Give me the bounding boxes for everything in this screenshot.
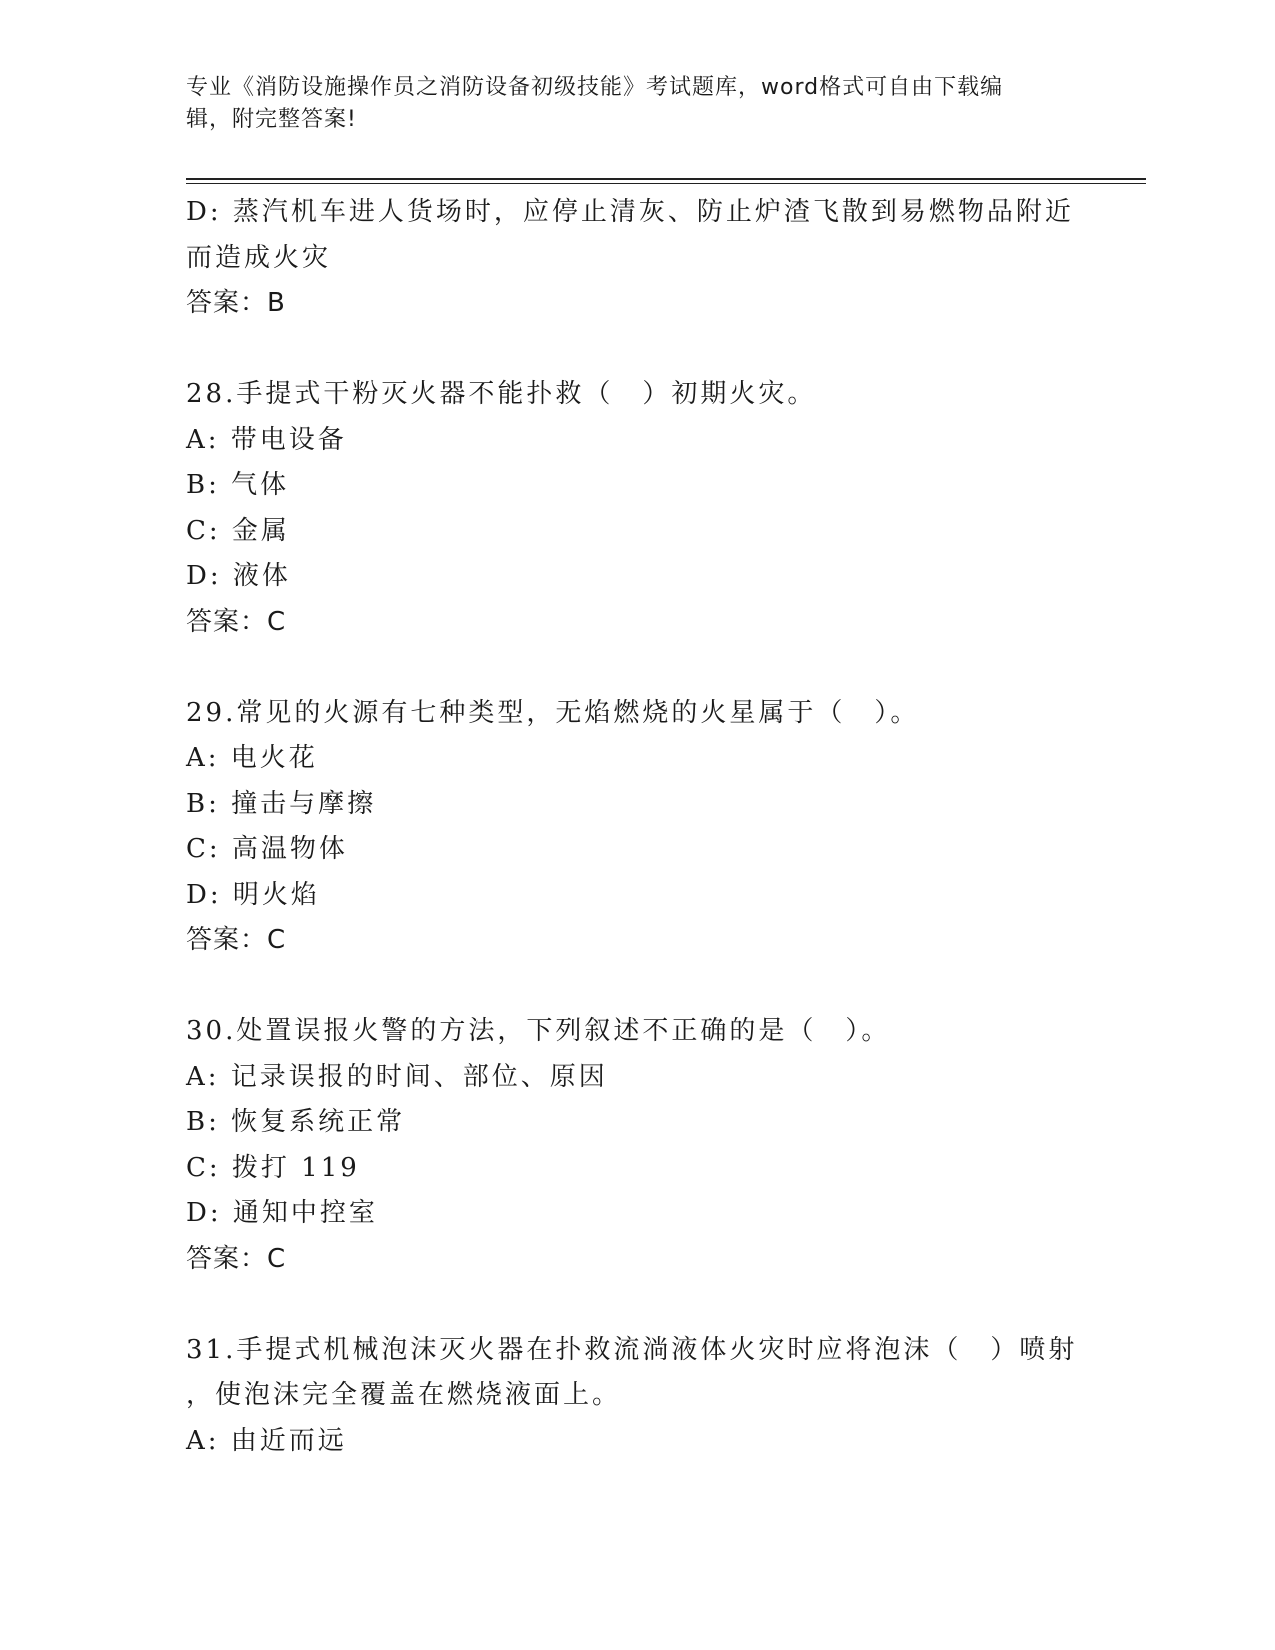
- question-28: [186, 372, 1066, 645]
- question-27-tail: [186, 190, 1074, 327]
- option-d-line-2: 而造成火灾: [186, 242, 332, 273]
- option-a: A: 电火花: [186, 743, 318, 773]
- option-d: D: 通知中控室: [186, 1198, 378, 1228]
- option-a: A: 记录误报的时间、部位、原因: [186, 1061, 608, 1092]
- header-divider-thick: [186, 178, 1146, 180]
- option-c: C: 拨打 119: [186, 1152, 360, 1183]
- header-line-1: 专业《消防设施操作员之消防设备初级技能》考试题库，word格式可自由下载编: [186, 75, 1004, 100]
- question-stem-line-1: 31.手提式机械泡沫灭火器在扑救流淌液体火灾时应将泡沫（ ）喷射: [186, 1334, 1078, 1365]
- answer: 答案：C: [186, 1243, 287, 1274]
- option-d: D: 明火焰: [186, 879, 320, 910]
- answer: 答案：C: [186, 606, 287, 637]
- header-divider-thin: [186, 183, 1146, 184]
- question-30: [186, 1009, 1066, 1282]
- option-b: B: 撞击与摩擦: [186, 788, 377, 819]
- option-a: A: 由近而远: [186, 1425, 347, 1456]
- option-b: B: 恢复系统正常: [186, 1107, 406, 1137]
- header-line-2: 辑，附完整答案!: [186, 107, 357, 132]
- question-stem: 29.常见的火源有七种类型，无焰燃烧的火星属于（ ）。: [186, 697, 920, 728]
- question-29: [186, 691, 1066, 964]
- option-b: B: 气体: [186, 470, 290, 500]
- spacer: [186, 964, 1066, 1010]
- option-c: C: 金属: [186, 515, 290, 546]
- question-content: [186, 190, 1078, 1464]
- option-a: A: 带电设备: [186, 424, 347, 455]
- question-stem-line-2: ，使泡沫完全覆盖在燃烧液面上。: [186, 1380, 622, 1410]
- document-header: [186, 72, 1066, 136]
- question-31: [186, 1328, 1078, 1465]
- spacer: [186, 327, 1066, 373]
- spacer: [186, 1282, 1066, 1328]
- option-d: D: 液体: [186, 561, 291, 591]
- option-c: C: 高温物体: [186, 834, 348, 864]
- answer-27: 答案：B: [186, 288, 286, 318]
- spacer: [186, 645, 1066, 691]
- answer: 答案：C: [186, 925, 287, 955]
- option-d-line-1: D: 蒸汽机车进人货场时，应停止清灰、防止炉渣飞散到易燃物品附近: [186, 197, 1074, 227]
- question-stem: 30.处置误报火警的方法，下列叙述不正确的是（ ）。: [186, 1016, 891, 1046]
- question-stem: 28.手提式干粉灭火器不能扑救（ ）初期火灾。: [186, 379, 817, 409]
